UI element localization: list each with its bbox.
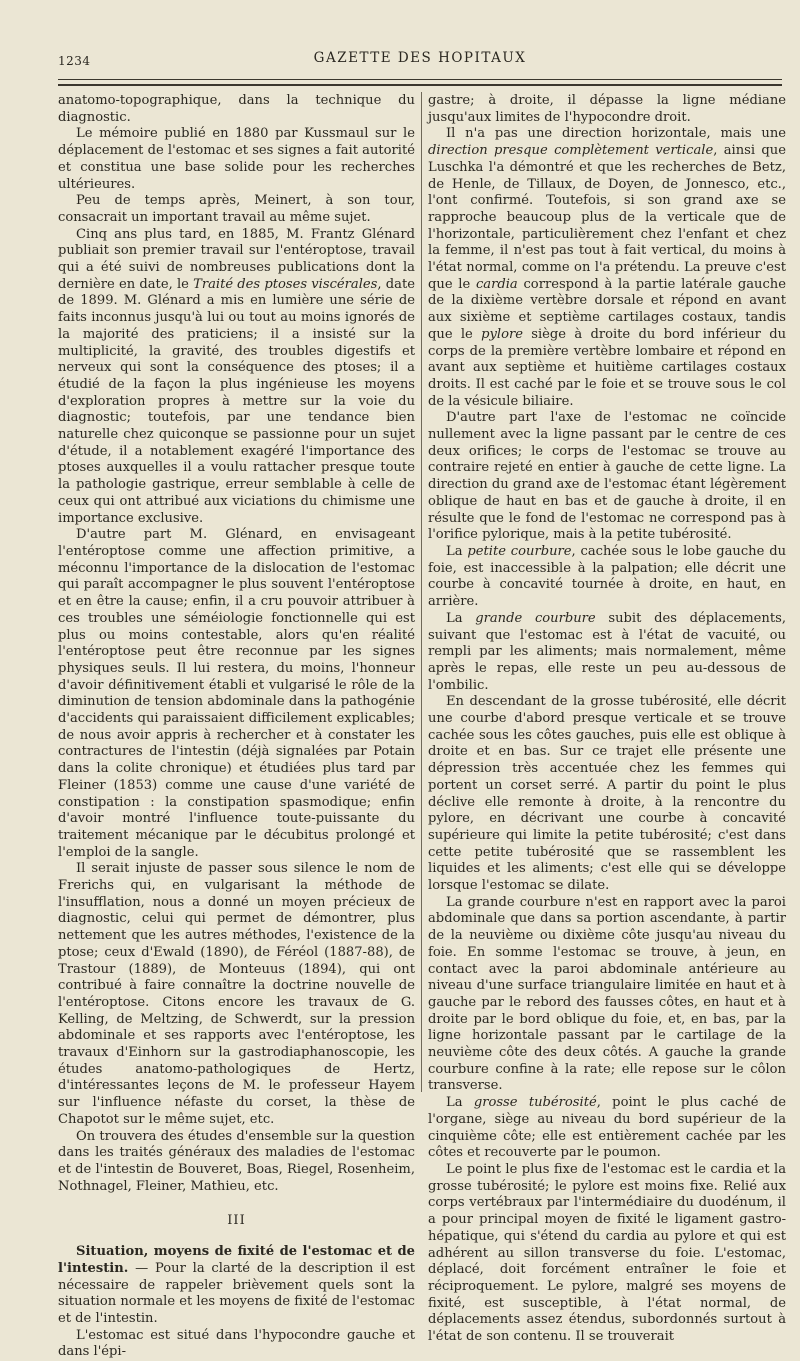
- paragraph: [428, 544, 786, 611]
- section-number: III: [227, 1213, 246, 1229]
- text-run: , date de 1899. M. Glénard a mis en lumière une série de faits inconnus jusqu'à lui ou tout au moins ignorés de la majorité des praticiens; il a insisté sur la multiplicité, la gravité, des troubles digestifs et nerveux qui sont la conséquence des ptoses; il a étudié de la façon la plus ingénieuse les moyens d'exploration propres à mettre sur la voie du diagnostic; toutefois, par une tendance bien naturelle chez quiconque se passionne pour un sujet d'étude, il a notablement exagéré l'importance des ptoses auxquelles il a voulu rattacher presque toute la pathologie gastrique, erreur semblable à celle de ceux qui ont attribué aux viciations du chimisme une importance exclusive.: [58, 276, 415, 526]
- paragraph: gastre; à droite, il dépasse la ligne médiane jusqu'aux limites de l'hypocondre droit.: [428, 93, 786, 125]
- paragraph: [428, 1095, 786, 1162]
- emphasis: petite courbure: [467, 543, 572, 559]
- header-rule-thin: [58, 79, 782, 80]
- paragraph: Le mémoire publié en 1880 par Kussmaul sur le déplacement de l'estomac et ses signes a fait autorité et constitua une base solide pour les recherches ultérieures.: [58, 126, 415, 192]
- text-run: subit des déplacements, suivant que l'estomac est à l'état de vacuité, ou rempli par les aliments; mais normalement, même après le repas, elle reste un peu au-dessous de l'ombilic.: [428, 610, 786, 693]
- paragraph: D'autre part M. Glénard, en envisageant l'entéroptose comme une affection primitive, a méconnu l'importance de la dislocation de l'estomac qui paraît accompagner le plus souvent l'entéroptose et en être la cause; enfin, il a cru pouvoir attribuer à ces troubles une séméiologie fonctionnelle qui est plus ou moins contestable, alors qu'en réalité l'entéroptose peut être reconnue par les signes physiques seuls. Il lui restera, du moins, l'honneur d'avoir définitivement établi et vulgarisé le rôle de la diminution de tension abdominale dans la pathogénie d'accidents qui paraissaient difficilement explicables; de nous avoir appris à rechercher et à constater les contractures de l'intestin (déjà signalées par Potain dans la colite chronique) et étudiées plus tard par Fleiner (1853) comme une cause d'une variété de constipation : la constipation spasmodique; enfin d'avoir montré l'influence toute-puissante du traitement mécanique par le décubitus prolongé et l'emploi de la sangle.: [58, 527, 415, 860]
- paragraph: Peu de temps après, Meinert, à son tour, consacrait un important travail au même sujet.: [58, 193, 415, 225]
- paragraph: Il serait injuste de passer sous silence le nom de Frerichs qui, en vulgarisant la méthode de l'insufflation, nous a donné un moyen précieux de diagnostic, celui qui permet de démontrer, plus nettement que les autres méthodes, l'existence de la ptose; ceux d'Ewald (1890), de Féréol (1887-88), de Trastour (1889), de Monteuus (1894), qui ont contribué à faire connaître la doctrine nouvelle de l'entéroptose. Citons encore les travaux de G. Kelling, de Meltzing, de Schwerdt, sur la pression abdominale et ses rapports avec l'entéroptose, les travaux d'Einhorn sur la gastrodiaphanoscopie, les études anatomo-pathologiques de Hertz, d'intéressantes leçons de M. le professeur Hayem sur l'influence néfaste du corset, la thèse de Chapotot sur le même sujet, etc.: [58, 861, 415, 1127]
- header-rule-thick: [58, 84, 782, 86]
- text-run: La: [446, 610, 476, 626]
- paragraph: [58, 1244, 415, 1328]
- text-run: Cinq ans plus tard, en 1885, M. Frantz Glénard publiait son premier travail sur l'entéroptose, travail qui a été suivi de nombreuses publications dont la dernière en date, le: [58, 226, 415, 292]
- text-run: , point le plus caché de l'organe, siège au niveau du bord supérieur de la cinquième côte; elle est entièrement cachée par les côtes et recouverte par le poumon.: [428, 1095, 786, 1161]
- text-run: La: [446, 543, 468, 559]
- journal-title: GAZETTE DES HOPITAUX: [313, 50, 527, 66]
- book-title: Traité des ptoses viscérales: [193, 276, 378, 292]
- right-column: [428, 93, 786, 1346]
- paragraph: En descendant de la grosse tubérosité, elle décrit une courbe d'abord presque verticale et se trouve cachée sous les côtes gauches, puis elle est oblique à droite et en bas. Sur ce trajet elle présente une dépression très accentuée chez les femmes qui portent un corset serré. A partir du point le plus déclive elle remonte à droite, à la rencontre du pylore, en décrivant une courbe à concavité supérieure qui limite la petite tubérosité; c'est dans cette petite tubérosité que se rassemblent les liquides et les aliments; c'est elle qui se développe lorsque l'estomac se dilate.: [428, 694, 786, 894]
- emphasis: grosse tubérosité: [473, 1095, 597, 1111]
- paragraph: [58, 227, 415, 528]
- paragraph: L'estomac est situé dans l'hypocondre gauche et dans l'épi-: [58, 1327, 415, 1360]
- emphasis: grande courbure: [475, 610, 596, 626]
- paragraph: D'autre part l'axe de l'estomac ne coïncide nullement avec la ligne passant par le centre de ces deux orifices; le corps de l'estomac se trouve au contraire rejeté en entier à gauche de cette ligne. La direction du grand axe de l'estomac étant légèrement oblique de haut en bas et de gauche à droite, il en résulte que le fond de l'estomac ne correspond pas à l'orifice pylorique, mais à la petite tubérosité.: [428, 410, 786, 543]
- paragraph: anatomo-topographique, dans la technique du diagnostic.: [58, 93, 415, 125]
- text-run: correspond à la partie latérale gauche de la dixième vertèbre dorsale et répond en avant aux sixième et septième cartilages costaux, tandis que le: [428, 276, 786, 342]
- paragraph: On trouvera des études d'ensemble sur la question dans les traités généraux des maladies de l'estomac et de l'intestin de Bouveret, Boas, Riegel, Rosenheim, Nothnagel, Fleiner, Mathieu, etc.: [58, 1128, 416, 1194]
- column-divider: [421, 92, 422, 1092]
- text-run: Il n'a pas une direction horizontale, mais une: [446, 126, 786, 142]
- left-column: [58, 93, 415, 1361]
- emphasis: direction presque complètement verticale: [428, 143, 714, 159]
- paragraph: La grande courbure n'est en rapport avec la paroi abdominale que dans sa portion ascendante, à partir de la neuvième ou dixième côte jusqu'au niveau du foie. En somme l'estomac se trouve, à jeun, en contact avec la paroi abdominale antérieure au niveau d'une surface triangulaire limitée en haut et à gauche par le rebord des fausses côtes, en haut et à droite par le bord oblique du foie, et, en bas, par la ligne horizontale passant par le cartilage de la neuvième côte des deux côtés. A gauche la grande courbure confine à la rate; elle repose sur le côlon transverse.: [428, 894, 786, 1094]
- text-run: siège à droite du bord inférieur du corps de la première vertèbre lombaire et répond en avant aux septième et huitième cartilages costaux droits. Il est caché par le foie et se trouve sous le col de la vésicule biliaire.: [428, 326, 787, 409]
- page-number: 1234: [58, 54, 91, 68]
- paragraph: [428, 611, 786, 695]
- paragraph: Le point le plus fixe de l'estomac est le cardia et la grosse tubérosité; le pylore est moins fixe. Relié aux corps vertébraux par l'intermédiaire du duodénum, il a pour principal moyen de fixité le ligament gastro-hépatique, qui s'étend du cardia au pylore et qui est adhérent au sillon transverse du foie. L'estomac, déplacé, doit forcément entraîner le foie et réciproquement. Le pylore, malgré ses moyens de fixité, est susceptible, à l'état normal, de déplacements assez étendus, subordonnés surtout à l'état de son contenu. Il se trouverait: [428, 1162, 786, 1345]
- paragraph: [428, 126, 786, 410]
- emphasis: cardia: [475, 276, 518, 292]
- emphasis: pylore: [481, 326, 523, 342]
- section-heading: Situation, moyens de fixité de l'estomac et de l'intestin.: [58, 1244, 415, 1276]
- text-run: La: [446, 1095, 474, 1111]
- text-run: , cachée sous le lobe gauche du foie, est inaccessible à la palpation; elle décrit une courbe à concavité tournée à droite, en haut, en arrière.: [428, 543, 787, 610]
- text-run: , ainsi que Luschka l'a démontré et que les recherches de Betz, de Henle, de Tillaux, de Doyen, de Jonnesco, etc., l'ont confirmé. Toutefois, si son grand axe se rapproche beaucoup plus de la verticale que de l'horizontale, particulièrement chez l'enfant et chez la femme, il n'est pas tout à fait vertical, du moins à l'état normal, comme on l'a prétendu. La preuve c'est que le: [428, 143, 786, 292]
- text-run: — Pour la clarté de la description il est nécessaire de rappeler brièvement quels sont la situation normale et les moyens de fixité de l'estomac et de l'intestin.: [58, 1260, 416, 1326]
- page-header: [58, 44, 782, 74]
